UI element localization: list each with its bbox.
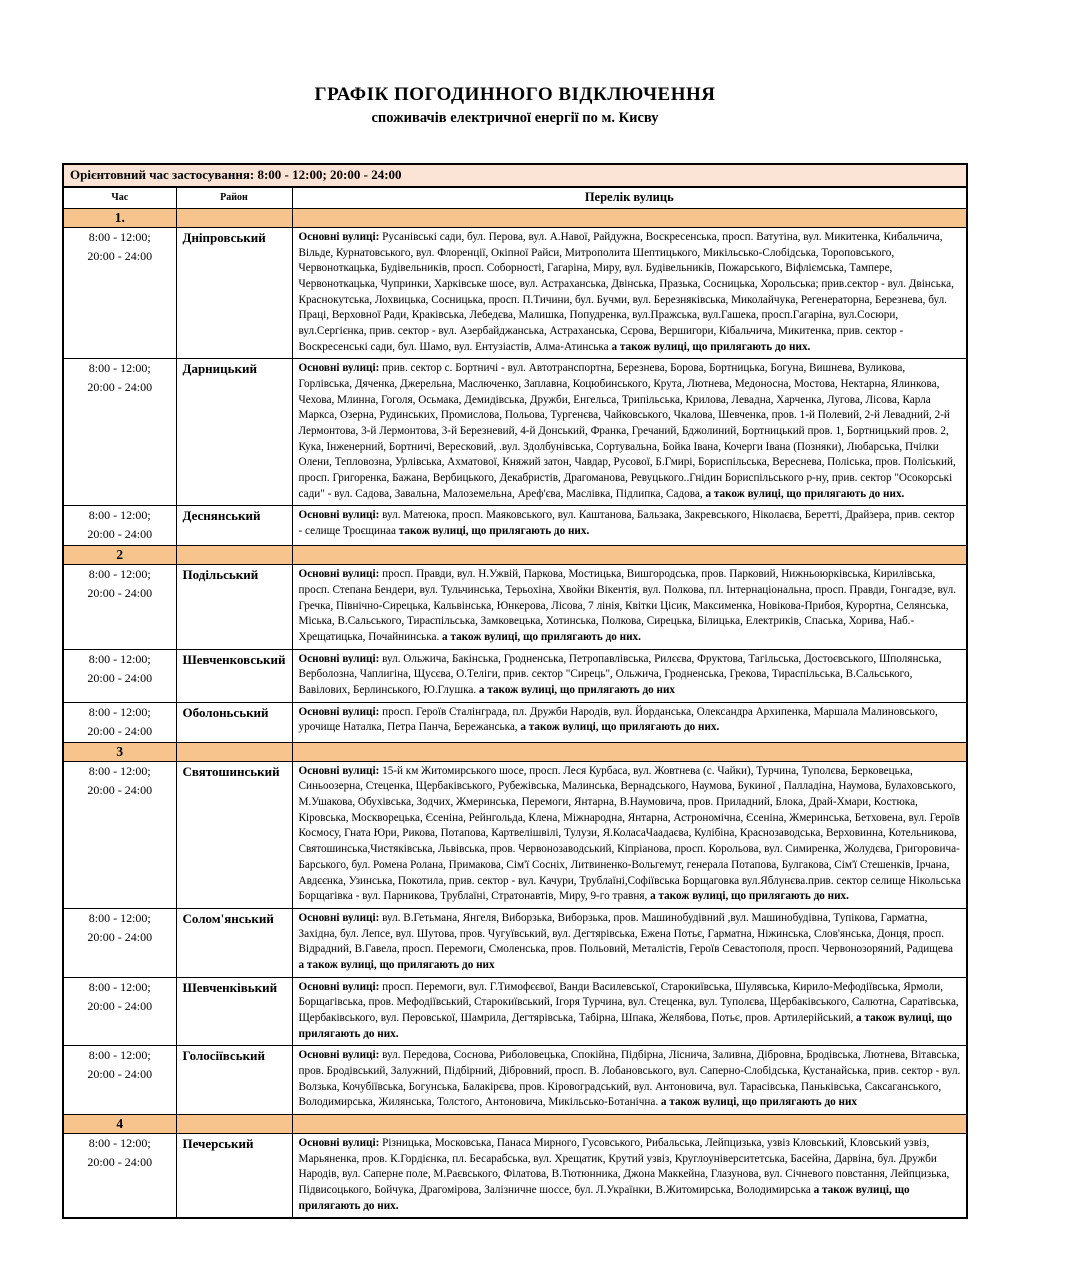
streets-prefix: Основні вулиці: <box>298 652 380 665</box>
streets-list <box>292 977 967 1046</box>
group-row <box>63 742 967 761</box>
group-empty-cell <box>176 1114 292 1133</box>
streets-body: Різницька, Московська, Панаса Мирного, Гусовського, Рибальська, Лейпцизька, узвіз Кловський, Кловський узвіз, Марьяненка, пров. К.Гордієнка, пл. Бесарабська, вул. Хрещатик, Крутий узвіз, Круглоуніверситетська, Басейна, Дарвіна, бул. Дружби Народів, вул. Саперне поле, М.Раєвського, Філатова, В.Тютюнника, Джона Маккейна, Глазунова, вул. Січневого повстання, Лейпцизька, Підвисоцького, Бойчука, Драгомірова, Залізничне шоссе, бул. Л.Українки, В.Житомирська, Володимирська <box>298 1136 950 1196</box>
header-time: Час <box>63 187 176 209</box>
page-title: ГРАФІК ПОГОДИННОГО ВІДКЛЮЧЕННЯ <box>314 84 716 105</box>
schedule-row <box>63 649 967 702</box>
streets-prefix: Основні вулиці: <box>298 1136 380 1149</box>
time-end: 20:00 - 24:00 <box>87 380 153 395</box>
district-name: Дніпровський <box>176 228 292 359</box>
streets-list <box>292 1133 967 1218</box>
streets-prefix: Основні вулиці: <box>298 1049 380 1062</box>
streets-list <box>292 1046 967 1115</box>
streets-prefix: Основні вулиці: <box>298 509 380 522</box>
time-cell <box>63 228 176 359</box>
schedule-row <box>63 1046 967 1115</box>
time-end: 20:00 - 24:00 <box>87 1154 153 1169</box>
time-start: 8:00 - 12:00; <box>88 1048 151 1063</box>
time-wrap <box>66 911 174 945</box>
group-row <box>63 546 967 565</box>
schedule-row <box>63 761 967 908</box>
streets-list <box>292 649 967 702</box>
time-end: 20:00 - 24:00 <box>87 929 153 944</box>
schedule-row <box>63 359 967 506</box>
group-number: 3 <box>63 742 176 761</box>
streets-prefix: Основні вулиці: <box>298 568 380 581</box>
time-note: Орієнтовний час застосування: 8:00 - 12:00; 20:00 - 24:00 <box>63 164 967 187</box>
schedule-row <box>63 506 967 546</box>
time-cell <box>63 702 176 742</box>
time-cell <box>63 359 176 506</box>
district-name: Голосіївський <box>176 1046 292 1115</box>
streets-list <box>292 761 967 908</box>
time-end: 20:00 - 24:00 <box>87 723 153 738</box>
streets-list <box>292 359 967 506</box>
streets-suffix: а також вулиці, що прилягають до них <box>298 958 495 971</box>
group-row <box>63 1114 967 1133</box>
streets-body: просп. Правди, вул. Н.Ужвій, Паркова, Мостицька, Вишгородська, пров. Парковий, Нижньоюрківська, Кирилівська, просп. Степана Бендери, вул. Тульчинська, Терьохіна, Хвойки Вікентія, вул. Полкова, пл. Інтернаціональна, просп. Правди, Гонгадзе, вул. Гречка, Північно-Сирецька, Кальвінська, Юнкерова, Лісова, 7 лінія, Квітки Цісик, Максименка, Новікова-Прибоя, Курортна, Селянська, Міська, В.Сальського, Тираспільська, Замковецька, Хотинська, Полкова, Сирецька, Білицька, Електриків, Спаська, Хорива, Наб.-Хрещатицька, Почайнинська. <box>298 568 957 644</box>
outage-schedule-table <box>62 163 968 1219</box>
streets-suffix: а також вулиці, що прилягають до них. <box>298 1011 953 1040</box>
streets-suffix: також вулиці, що прилягають до них. <box>398 525 590 538</box>
group-empty-cell <box>292 1114 967 1133</box>
streets-suffix: а також вулиці, що прилягають до них. <box>611 340 811 353</box>
time-start: 8:00 - 12:00; <box>88 763 151 778</box>
schedule-row <box>63 977 967 1046</box>
time-start: 8:00 - 12:00; <box>88 704 151 719</box>
time-wrap <box>66 567 174 601</box>
time-end: 20:00 - 24:00 <box>87 527 153 542</box>
streets-suffix: а також вулиці, що прилягають до них. <box>650 890 849 903</box>
district-name: Подільський <box>176 565 292 649</box>
streets-suffix: а також вулиці, що прилягають до них <box>478 684 676 697</box>
time-end: 20:00 - 24:00 <box>87 998 153 1013</box>
streets-list <box>292 228 967 359</box>
streets-suffix: а також вулиці, що прилягають до них. <box>520 721 720 734</box>
header-district: Район <box>176 187 292 209</box>
schedule-row <box>63 908 967 977</box>
district-name: Шевченківький <box>176 977 292 1046</box>
group-empty-cell <box>292 546 967 565</box>
time-wrap <box>66 764 174 798</box>
time-wrap <box>66 1048 174 1082</box>
streets-suffix: а також вулиці, що прилягають до них. <box>705 487 905 500</box>
time-wrap <box>66 1136 174 1170</box>
streets-list <box>292 908 967 977</box>
time-start: 8:00 - 12:00; <box>88 1135 151 1150</box>
group-empty-cell <box>176 209 292 228</box>
district-name: Печерський <box>176 1133 292 1218</box>
streets-list <box>292 565 967 649</box>
time-cell <box>63 761 176 908</box>
district-name: Дарницький <box>176 359 292 506</box>
district-name: Солом'янський <box>176 908 292 977</box>
time-start: 8:00 - 12:00; <box>88 230 151 244</box>
streets-prefix: Основні вулиці: <box>298 980 380 993</box>
streets-body: просп. Перемоги, вул. Г.Тимофєєвої, Ванди Василевської, Старокиївська, Шулявська, Кирило-Мефодіївська, Ярмоли, Борщагівська, пров. Мефодіївський, Старокиївський, Ігоря Турчина, вул. Стеценка, вул. Туполєва, Щербаківського, Салютна, Саратівська, Щербаківського, вул. Перовської, Шамрила, Дегтярівська, Табірна, Шпака, Желябова, Потьє, пров. Артилерійський, <box>298 980 959 1024</box>
streets-body: 15-й км Житомирського шосе, просп. Леся Курбаса, вул. Жовтнева (с. Чайки), Турчина, Туполєва, Берковецька, Синьоозерна, Стеценка, Щербаківського, Рубежівська, Малинська, Вернадського, Наумова, Букиної , Палладіна, Наумова, Булаховського, М.Ушакова, Обухівська, Зодчих, Жмеринська, Перемоги, Янтарна, В.Наумовича, пров. Приладний, Блока, Драй-Хмари, Костюка, Кіровська, Москворецька, Єсеніна, Рейнгольда, Клена, Міжнародна, Янтарна, Астрономічна, Єсеніна, Жмеринська, Бетховена, вул. Героїв Космосу, Гната Юри, Рикова, Потапова, Картвелішвілі, Тулузи, Я.КоласаЧаадаєва, Кулібіна, Краснозаводська, Верховинна, Котельникова, Святошинська,Чистяківська, Львівська, пров. Червонозаводський, Кіпріанова, просп. Корольова, вул. Симиренка, Жолудєва, Григоровича-Барського, бул. Ромена Ролана, Примакова, Сім'ї Сосніх, Литвиненко-Вольгемут, генерала Потапова, Булгакова, Сім'ї Стешенків, Ірчана, Авдєєнка, Узинська, Покотила, прив. сектор - вул. Качури, Трублаїні,Софіївська Борщаговка вул.Яблунєва.прив. сектор селище Нікольська Борщагівка - вул. Парникова, Трублаїні, Стратонавтів, Миру, 9-го травня, <box>298 764 962 903</box>
streets-body: вул. Матеюка, просп. Маяковського, вул. Каштанова, Бальзака, Закревського, Ніколаєва, Беретті, Драйзера, прив. сектор - селище Троєщинаа <box>298 509 955 538</box>
streets-suffix: а також вулиці, що прилягають до них. <box>298 1183 910 1212</box>
time-wrap <box>66 361 174 395</box>
group-empty-cell <box>292 209 967 228</box>
time-wrap <box>66 508 174 542</box>
group-row <box>63 209 967 228</box>
table-header-row <box>63 187 967 209</box>
group-number: 2 <box>63 546 176 565</box>
time-wrap <box>66 980 174 1014</box>
time-cell <box>63 1046 176 1115</box>
time-end: 20:00 - 24:00 <box>87 1067 153 1082</box>
time-start: 8:00 - 12:00; <box>88 910 151 925</box>
streets-body: вул. Ольжича, Бакінська, Гродненська, Петропавлівська, Рилєєва, Фруктова, Тагільська, Достоєвського, Шполянська, Верболозна, Чаплигіна, Щусєва, О.Теліги, прив. сектор "Сирець", Ольжича, Гродненська, Грекова, Тираспільська, В.Сальського, Вавілових, Берлинського, Ю.Глушка. <box>298 652 942 697</box>
streets-body: Русанівські сади, бул. Перова, вул. А.Навої, Райдужна, Воскресенська, просп. Ватутіна, вул. Микитенка, Кибальчича, Вільде, Курнатовського, вул. Флоренції, Окіпної Райси, Митрополита Шептицького, Микільсько-Слобідська, Тороповського, Червоноткацька, Будівельників, просп. Соборності, Гагаріна, Миру, вул. Будівельників, Пожарського, Віфліємська, Тампере, Червоноткацька, Чупринки, Харківське шосе, вул. Астраханська, Двінська, Празька, Сосницька, Хорольська; прив.сектор - вул. Двінська, Краснокутська, Лохвицька, Сосницька, просп. П.Тичини, бул. Бучми, вул. Березняківська, Миколайчука, Регенераторна, Березнева, бул. Праці, Верховної Ради, Краківська, Лебедєва, Малишка, Попудренка, вул.Пражська, вул.Гашека, просп.Гагаріна, вул.Сосюри, вул.Сергієнка, прив. сектор - вул. Азербайджанська, Астраханська, Сєрова, Вершигори, Кібальчича, Микитенка, прив. сектор - Воскресенські сади, бул. Шамо, вул. Ентузіастів, Алма-Атинська <box>298 231 954 353</box>
time-cell <box>63 908 176 977</box>
group-number: 1. <box>63 209 176 228</box>
district-name: Оболоньський <box>176 702 292 742</box>
streets-list <box>292 702 967 742</box>
district-name: Шевченковський <box>176 649 292 702</box>
district-name: Деснянський <box>176 506 292 546</box>
time-start: 8:00 - 12:00; <box>88 567 151 582</box>
streets-body: просп. Героїв Сталінграда, пл. Дружби Народів, вул. Йорданська, Олександра Архипенка, Маршала Малиновського, урочище Наталка, Петра Панча, Бережанська, <box>298 705 938 734</box>
schedule-row <box>63 702 967 742</box>
streets-suffix: а також вулиці, що прилягають до них <box>660 1096 858 1109</box>
time-wrap <box>66 652 174 686</box>
schedule-row <box>63 565 967 649</box>
time-start: 8:00 - 12:00; <box>88 361 151 376</box>
time-wrap <box>66 230 174 264</box>
group-empty-cell <box>176 742 292 761</box>
streets-prefix: Основні вулиці: <box>298 231 380 243</box>
schedule-row <box>63 228 967 359</box>
time-end: 20:00 - 24:00 <box>87 249 153 263</box>
time-note-row <box>63 164 967 187</box>
streets-body: прив. сектор с. Бортничі - вул. Автотранспортна, Березнева, Борова, Бортницька, Богуна, Вишнева, Вуликова, Горлівська, Дяченка, Джерельна, Маслюченко, Заплавна, Коцюбинського, Крута, Лютнева, Медоносна, Мостова, Нектарна, Ялинкова, Чехова, Млинна, Гоголя, Осьмака, Демидівська, Дружби, Енгельса, Трипільська, Крилова, Левадна, Харченка, Лугова, Лісова, Карла Маркса, Озерна, Рудинських, Промислова, Польова, Тургенєва, Чайковського, Чкалова, Шевченка, пров. 1-й Полевий, 2-й Левадний, 2-й Лермонтова, 3-й Лермонтова, 3-й Березневий, 4-й Донський, Франка, Гречаний, Бджолиний, Бортницький пров. 1, Бортницький пров. 2, Кука, Інженерний, Бортничі, Вересковий, .вул. Здолбунівська, Сортувальна, Бойка Івана, Кочерги Івана (Позняки), Любарська, Пчілки Олени, Тепловозна, Урлівська, Ахматової, Княжий затон, Чавдар, Русової, Б.Гмирі, Бориспільська, Вереснева, Поліська, пров. Поліський, просп. Григоренка, Бажана, Вербицького, Декабристів, Драгоманова, Ревуцького..Гнідин Бориспільського р-ну, прив. сектор "Осокорські сади" - вул. Садова, Завальна, Малоземельна, Ареф'єва, Маслівка, Підлипка, Садова, <box>298 362 956 500</box>
streets-body: вул. В.Гетьмана, Янгеля, Виборзька, Виборзька, пров. Машинобудівний ,вул. Машинобудівна, Тупікова, Гарматна, Західна, бул. Лепсе, вул. Шутова, пров. Чугуївський, вул. Дегтярівська, Ежена Потьє, Гарматна, Ніжинська, Слов'янська, Донця, просп. Відрадний, В.Гавела, просп. Перемоги, Смоленська, пров. Польовий, Металістів, Героїв Севастополя, просп. Червонозоряний, Радищева <box>298 911 953 956</box>
schedule-row <box>63 1133 967 1218</box>
time-cell <box>63 1133 176 1218</box>
time-cell <box>63 977 176 1046</box>
title-block <box>62 84 968 127</box>
group-empty-cell <box>176 546 292 565</box>
streets-body: вул. Передова, Соснова, Риболовецька, Спокійна, Підбірна, Ліснича, Заливна, Дібровна, Бродівська, Лютнева, Вітавська, пров. Бродівський, Залужний, Підбірний, Дібровний, просп. В. Лобановського, вул. Саперно-Слобідська, Кустанайська, прив. сектор - вул. Волзька, Кочубіївська, Богунська, Балакірєва, пров. Кіровоградський, вул. Антоновича, вул. Тарасівська, Паньківська, Саксаганського, Володимирська, Жилянська, Толстого, Антоновича, Микільсько-Ботанічна. <box>298 1049 961 1109</box>
streets-prefix: Основні вулиці: <box>298 764 380 777</box>
time-cell <box>63 649 176 702</box>
header-streets: Перелік вулиць <box>292 187 967 209</box>
time-cell <box>63 565 176 649</box>
time-wrap <box>66 705 174 739</box>
page-subtitle: споживачів електричної енергії по м. Кисву <box>371 110 659 126</box>
streets-prefix: Основні вулиці: <box>298 705 380 718</box>
group-number: 4 <box>63 1114 176 1133</box>
time-start: 8:00 - 12:00; <box>88 979 151 994</box>
streets-prefix: Основні вулиці: <box>298 362 380 375</box>
time-end: 20:00 - 24:00 <box>87 670 153 685</box>
time-cell <box>63 506 176 546</box>
time-start: 8:00 - 12:00; <box>88 651 151 666</box>
streets-suffix: а також вулиці, що прилягають до них. <box>442 631 641 644</box>
district-name: Святошинський <box>176 761 292 908</box>
time-start: 8:00 - 12:00; <box>88 508 151 523</box>
streets-prefix: Основні вулиці: <box>298 911 380 924</box>
group-empty-cell <box>292 742 967 761</box>
time-end: 20:00 - 24:00 <box>87 586 153 601</box>
time-end: 20:00 - 24:00 <box>87 782 153 797</box>
streets-list <box>292 506 967 546</box>
